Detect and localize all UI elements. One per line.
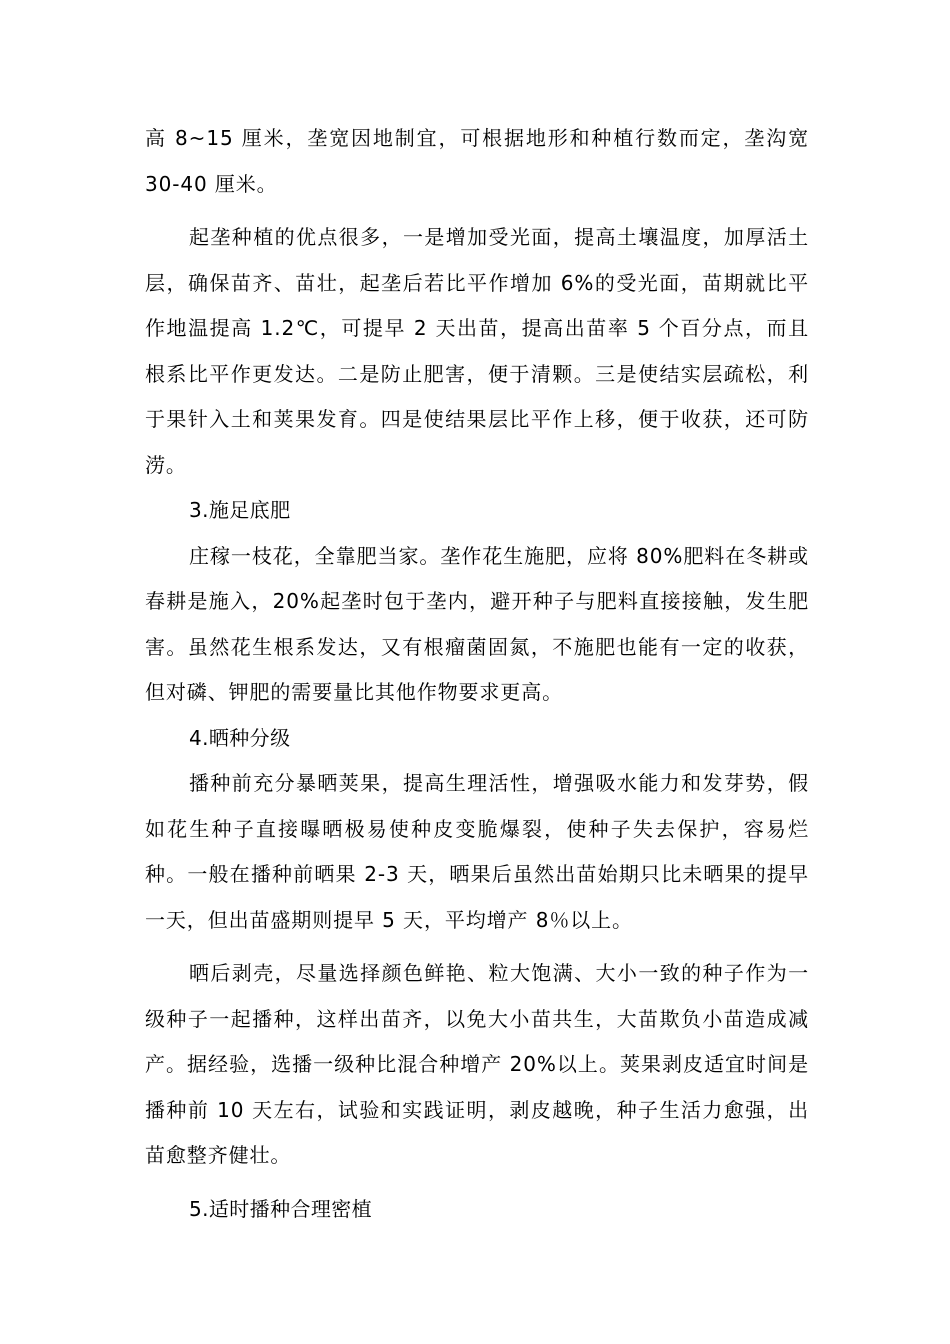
document-body <box>145 116 809 1232</box>
paragraph-seed-drying: 播种前充分暴晒荚果，提高生理活性，增强吸水能力和发芽势，假如花生种子直接曝晒极易使种皮变脆爆裂，使种子失去保护，容易烂种。一般在播种前晒果 2-3 天，晒果后虽然出苗始期只比未晒果的提早一天，但出苗盛期则提早 5 天，平均增产 8％以上。 <box>145 771 809 932</box>
section-heading-base-fertilizer: 3.施足底肥 <box>189 498 291 522</box>
paragraph-shelling-grading: 晒后剥壳，尽量选择颜色鲜艳、粒大饱满、大小一致的种子作为一级种子一起播种，这样出苗齐，以免大小苗共生，大苗欺负小苗造成减产。据经验，选播一级种比混合种增产 20%以上。荚果剥皮适宜时间是播种前 10 天左右，试验和实践证明，剥皮越晚，种子生活力愈强，出苗愈整齐健壮。 <box>145 961 809 1167</box>
paragraph-base-fertilizer: 庄稼一枝花，全靠肥当家。垄作花生施肥，应将 80%肥料在冬耕或春耕是施入，20%起垄时包于垄内，避开种子与肥料直接接触，发生肥害。虽然花生根系发达，又有根瘤菌固氮，不施肥也能有一定的收获，但对磷、钾肥的需要量比其他作物要求更高。 <box>145 543 809 704</box>
section-heading-sowing-density: 5.适时播种合理密植 <box>189 1196 373 1221</box>
section-heading-seed-drying: 4.晒种分级 <box>189 725 291 750</box>
paragraph-ridge-size: 高 8~15 厘米，垄宽因地制宜，可根据地形和种植行数而定，垄沟宽 30-40 厘米。 <box>145 126 809 196</box>
paragraph-ridge-advantages: 起垄种植的优点很多，一是增加受光面，提高土壤温度，加厚活土层，确保苗齐、苗壮，起垄后若比平作增加 6%的受光面，苗期就比平作地温提高 1.2℃，可提早 2 天出苗，提高出苗率 5 个百分点，而且根系比平作更发达。二是防止肥害，便于清颗。三是使结实层疏松，利于果针入土和荚果发育。四是使结果层比平作上移，便于收获，还可防涝。 <box>145 225 809 477</box>
